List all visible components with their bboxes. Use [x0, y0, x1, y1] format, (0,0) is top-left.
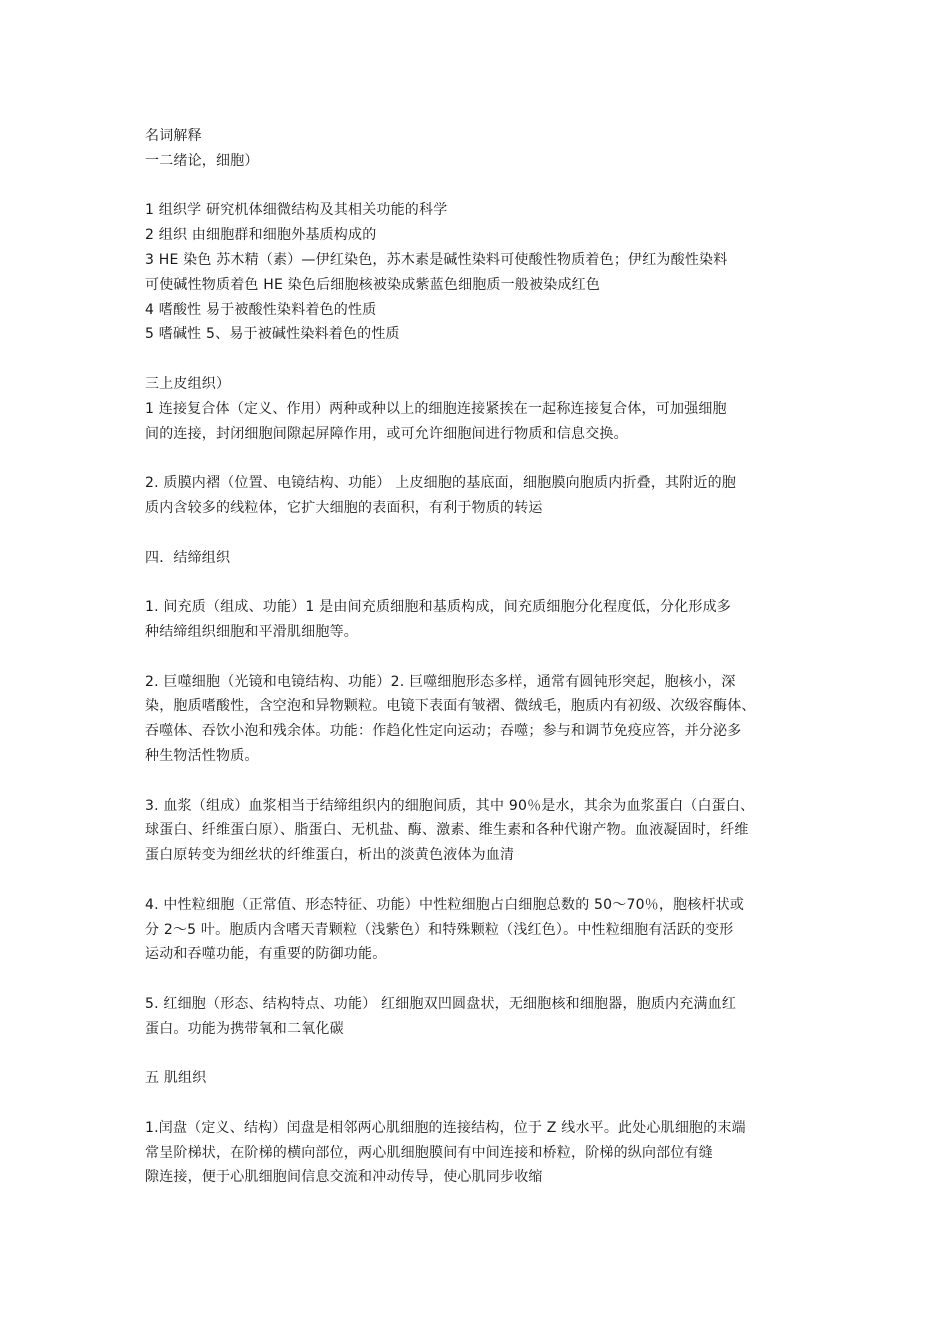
blank-line — [145, 1041, 815, 1066]
section-heading: 五 肌组织 — [145, 1070, 207, 1087]
text-line: 间的连接，封闭细胞间隙起屏障作用，或可允许细胞间进行物质和信息交换。 — [145, 425, 628, 442]
text-line: 吞噬体、吞饮小泡和残余体。功能：作趋化性定向运动；吞噬；参与和调节免疫应答，并分泌多 — [145, 723, 742, 740]
text-line: 4 嗜酸性 易于被酸性染料着色的性质 — [145, 301, 377, 318]
text-line: 常呈阶梯状，在阶梯的横向部位，两心肌细胞膜间有中间连接和桥粒，阶梯的纵向部位有缝 — [145, 1144, 713, 1161]
document-page — [145, 124, 815, 1190]
text-line: 2 组织 由细胞群和细胞外基质构成的 — [145, 227, 377, 244]
blank-line — [145, 347, 815, 372]
text-line: 5. 红细胞（形态、结构特点、功能） 红细胞双凹圆盘状，无细胞核和细胞器，胞质内充满血红 — [145, 995, 737, 1012]
section-heading: 四．结缔组织 — [145, 549, 231, 566]
text-line: 蛋白。功能为携带氧和二氧化碳 — [145, 1020, 344, 1037]
text-line: 2. 质膜内褶（位置、电镜结构、功能） 上皮细胞的基底面，细胞膜向胞质内折叠，其附近的胞 — [145, 475, 737, 492]
text-line: 隙连接，便于心肌细胞间信息交流和冲动传导，使心肌同步收缩 — [145, 1169, 543, 1186]
text-line: 3 HE 染色 苏木精（素）—伊红染色，苏木素是碱性染料可使酸性物质着色；伊红为酸性染料 — [145, 251, 728, 268]
text-line: 可使碱性物质着色 HE 染色后细胞核被染成紫蓝色细胞质一般被染成红色 — [145, 276, 601, 293]
text-line: 1. 间充质（组成、功能）1 是由间充质细胞和基质构成，间充质细胞分化程度低，分化形成多 — [145, 599, 731, 616]
text-line: 5 嗜碱性 5、易于被碱性染料着色的性质 — [145, 326, 400, 343]
blank-line — [145, 174, 815, 199]
text-line: 运动和吞噬功能，有重要的防御功能。 — [145, 946, 387, 963]
section-heading: 三上皮组织） — [145, 375, 231, 392]
text-line: 种生物活性物质。 — [145, 747, 259, 764]
blank-line — [145, 570, 815, 595]
text-line: 2. 巨噬细胞（光镜和电镜结构、功能）2. 巨噬细胞形态多样，通常有圆钝形突起，胞核小，深 — [145, 673, 736, 690]
text-line: 1.闰盘（定义、结构）闰盘是相邻两心肌细胞的连接结构，位于 Z 线水平。此处心肌细胞的末端 — [145, 1119, 746, 1136]
blank-line — [145, 521, 815, 546]
text-line: 1 组织学 研究机体细微结构及其相关功能的科学 — [145, 202, 448, 219]
blank-line — [145, 645, 815, 670]
blank-line — [145, 769, 815, 794]
document-title: 名词解释 — [145, 128, 202, 144]
text-line: 3. 血浆（组成）血浆相当于结缔组织内的细胞间质，其中 90％是水，其余为血浆蛋白（白蛋白、 — [145, 797, 755, 814]
text-line: 种结缔组织细胞和平滑肌细胞等。 — [145, 623, 358, 640]
blank-line — [145, 868, 815, 893]
blank-line — [145, 446, 815, 471]
text-line: 染，胞质嗜酸性，含空泡和异物颗粒。电镜下表面有皱褶、微绒毛，胞质内有初级、次级容酶体、 — [145, 698, 756, 715]
text-line: 球蛋白、纤维蛋白原）、脂蛋白、无机盐、酶、激素、维生素和各种代谢产物。血液凝固时，纤维 — [145, 822, 749, 839]
text-line: 蛋白原转变为细丝状的纤维蛋白，析出的淡黄色液体为血清 — [145, 847, 515, 864]
text-line: 分 2～5 叶。胞质内含嗜天青颗粒（浅紫色）和特殊颗粒（浅红色）。中性粒细胞有活跃的变形 — [145, 921, 734, 938]
text-line: 质内含较多的线粒体，它扩大细胞的表面积，有利于物质的转运 — [145, 499, 543, 516]
blank-line — [145, 967, 815, 992]
blank-line — [145, 1091, 815, 1116]
section-heading: 一二绪论，细胞） — [145, 152, 259, 169]
text-line: 4. 中性粒细胞（正常值、形态特征、功能）中性粒细胞占白细胞总数的 50～70％，胞核杆状或 — [145, 896, 745, 913]
text-line: 1 连接复合体（定义、作用）两种或种以上的细胞连接紧挨在一起称连接复合体，可加强细胞 — [145, 400, 727, 417]
